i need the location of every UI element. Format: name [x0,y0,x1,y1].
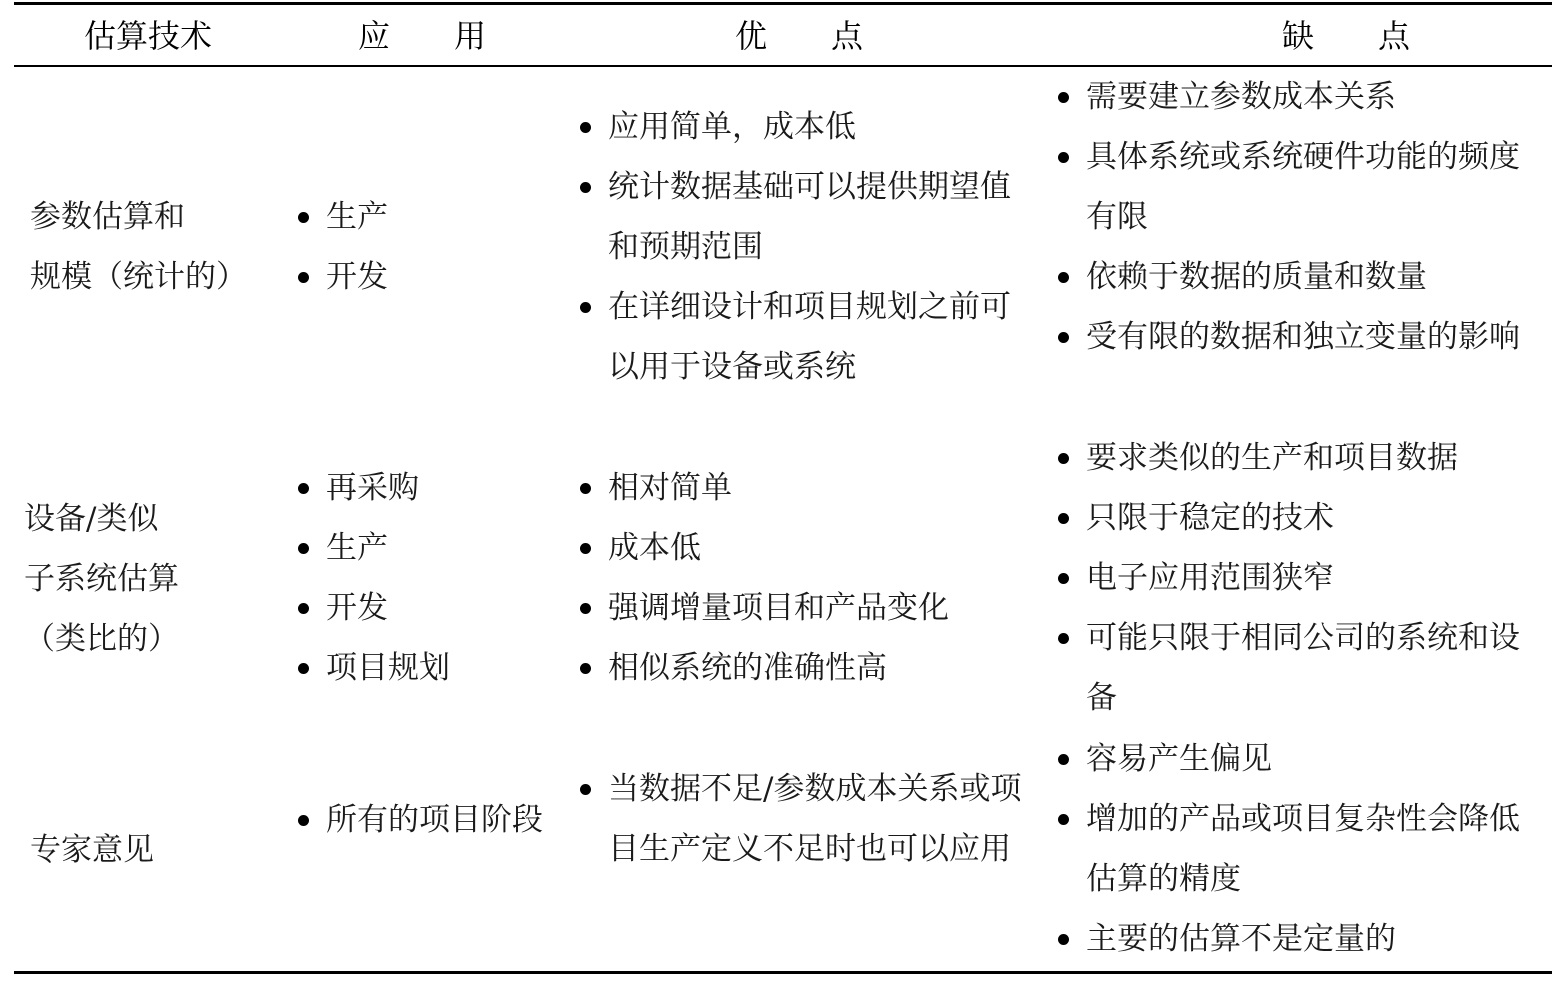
disadvantage-item: 电子应用范围狭窄 [1052,548,1544,608]
application-item: 再采购 [292,458,560,518]
disadvantage-item: 增加的产品或项目复杂性会降低估算的精度 [1052,789,1544,909]
application-item: 所有的项目阶段 [292,790,560,850]
row-disadvantages-parametric [1052,67,1544,367]
row-technique-parametric: 参数估算和 规模（统计的） [30,199,247,295]
row-applications-expert [292,790,560,850]
disadvantage-item: 需要建立参数成本关系 [1052,67,1544,127]
disadvantage-item: 只限于稳定的技术 [1052,488,1544,548]
application-item: 开发 [292,578,560,638]
advantage-item: 强调增量项目和产品变化 [574,578,1034,638]
header-technique: 估算技术 [83,17,212,55]
advantage-item: 成本低 [574,518,1034,578]
advantage-item: 相似系统的准确性高 [574,638,1034,698]
top-rule [14,2,1552,5]
application-item: 生产 [292,518,560,578]
comparison-table [14,0,1552,987]
row-advantages-analogous [574,458,1034,698]
row-technique-analogous: 设备/类似 子系统估算 （类比的） [24,501,179,657]
row-disadvantages-analogous [1052,428,1544,728]
row-applications-analogous [292,458,560,698]
header-application: 应 用 [357,17,486,55]
row-disadvantages-expert [1052,729,1544,969]
disadvantage-item: 要求类似的生产和项目数据 [1052,428,1544,488]
application-item: 生产 [292,187,560,247]
application-item: 项目规划 [292,638,560,698]
disadvantage-item: 具体系统或系统硬件功能的频度有限 [1052,127,1544,247]
row-applications-parametric [292,187,560,307]
advantage-item: 统计数据基础可以提供期望值和预期范围 [574,157,1034,277]
application-item: 开发 [292,247,560,307]
advantage-item: 在详细设计和项目规划之前可以用于设备或系统 [574,277,1034,397]
disadvantage-item: 主要的估算不是定量的 [1052,909,1544,969]
header-advantages: 优 点 [734,17,863,55]
row-advantages-parametric [574,97,1034,397]
row-advantages-expert [574,759,1034,879]
disadvantage-item: 容易产生偏见 [1052,729,1544,789]
advantage-item: 当数据不足/参数成本关系或项目生产定义不足时也可以应用 [574,759,1034,879]
advantage-item: 应用简单，成本低 [574,97,1034,157]
advantage-item: 相对简单 [574,458,1034,518]
row-technique-expert: 专家意见 [30,832,154,868]
disadvantage-item: 依赖于数据的质量和数量 [1052,247,1544,307]
bottom-rule [14,971,1552,974]
disadvantage-item: 可能只限于相同公司的系统和设备 [1052,608,1544,728]
disadvantage-item: 受有限的数据和独立变量的影响 [1052,307,1544,367]
header-disadvantages: 缺 点 [1281,17,1410,55]
